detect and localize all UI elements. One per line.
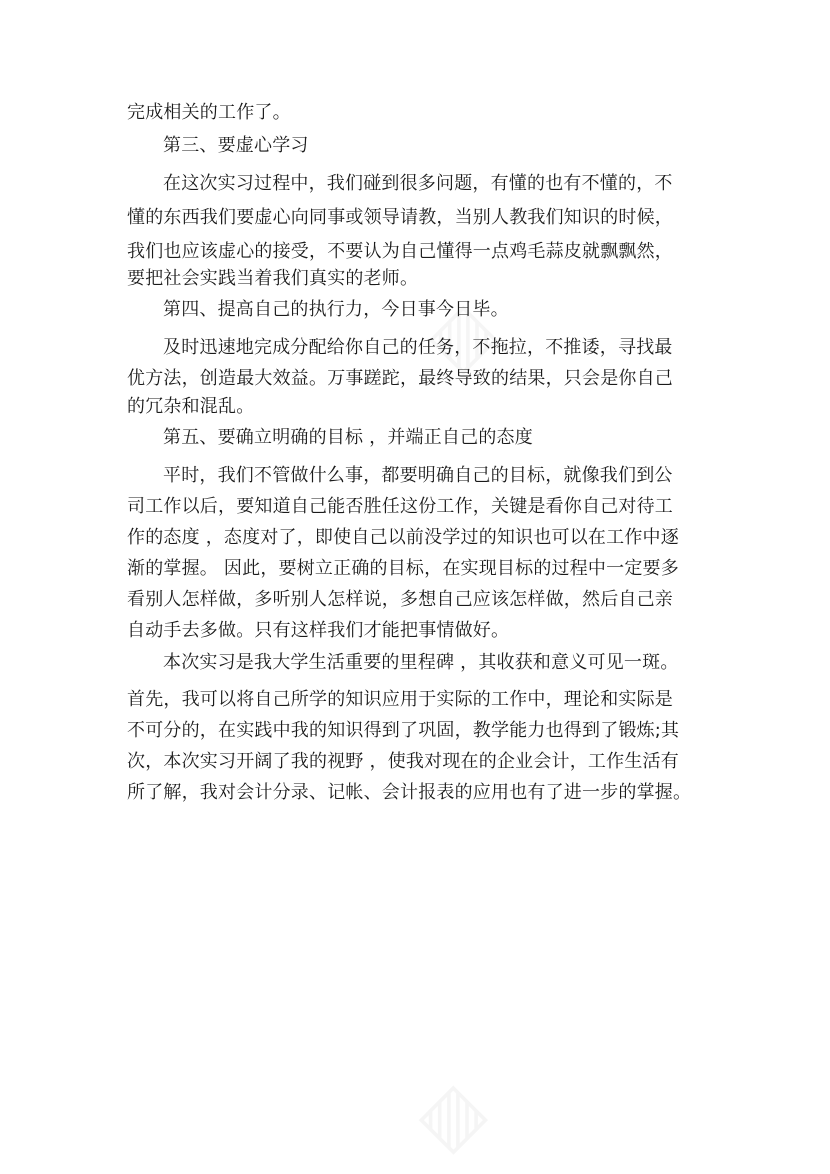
text-line: 自动手去多做。只有这样我们才能把事情做好。 [127, 620, 510, 641]
text-line: 优方法，创造最大效益。万事蹉跎，最终导致的结果，只会是你自己 [127, 368, 673, 389]
text-line: 在这次实习过程中，我们碰到很多问题，有懂的也有不懂的，不 [163, 173, 673, 194]
text-line: 完成相关的工作了。 [127, 102, 291, 123]
section-heading: 第三、要虚心学习 [163, 135, 309, 156]
text-line: 我们也应该虚心的接受，不要认为自己懂得一点鸡毛蒜皮就飘飘然， [127, 241, 673, 262]
text-line: 所了解，我对会计分录、记帐、会计报表的应用也有了进一步的掌握。 [127, 782, 692, 803]
text-line: 司工作以后，要知道自己能否胜任这份工作，关键是看你自己对待工 [127, 496, 673, 517]
text-line: 要把社会实践当着我们真实的老师。 [127, 268, 419, 289]
text-line: 看别人怎样做，多听别人怎样说，多想自己应该怎样做，然后自己亲 [127, 589, 673, 610]
watermark-bottom: ▨ [402, 1069, 498, 1165]
text-line: 平时，我们不管做什么事，都要明确自己的目标，就像我们到公 [163, 465, 673, 486]
section-heading: 第五、要确立明确的目标 ，并端正自己的态度 [163, 427, 533, 448]
text-line: 次，本次实习开阔了我的视野 ，使我对现在的企业会计，工作生活有 [127, 751, 679, 772]
text-line: 首先，我可以将自己所学的知识应用于实际的工作中，理论和实际是 [127, 689, 673, 710]
watermark-top: ▨ [412, 289, 508, 385]
text-line: 作的态度 ，态度对了，即使自己以前没学过的知识也可以在工作中逐 [127, 527, 679, 548]
section-heading: 第四、提高自己的执行力，今日事今日毕。 [163, 299, 509, 320]
text-line: 渐的掌握。 因此，要树立正确的目标，在实现目标的过程中一定要多 [127, 558, 679, 579]
text-line: 及时迅速地完成分配给你自己的任务，不拖拉，不推诿，寻找最 [163, 337, 673, 358]
text-line: 的冗杂和混乱。 [127, 396, 255, 417]
text-line: 本次实习是我大学生活重要的里程碑 ，其收获和意义可见一斑。 [163, 652, 679, 673]
text-line: 懂的东西我们要虚心向同事或领导请教，当别人教我们知识的时候， [127, 207, 673, 228]
text-line: 不可分的，在实践中我的知识得到了巩固，教学能力也得到了锻炼;其 [127, 720, 680, 741]
